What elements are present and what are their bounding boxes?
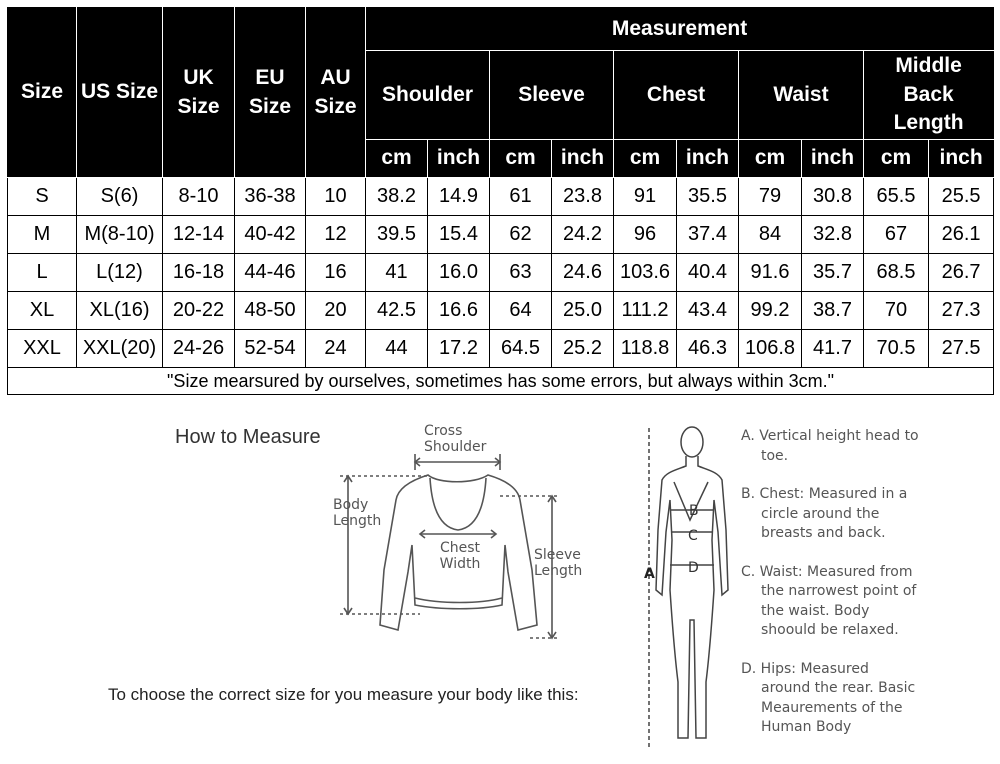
table-cell: 46.3 [677,330,739,368]
table-cell: 37.4 [677,216,739,254]
body-length-label: Body Length [333,497,382,529]
header-unit-cm: cm [614,140,677,178]
table-cell: 70.5 [864,330,929,368]
instruction-text: To choose the correct size for you measure your body like this: [108,685,579,704]
table-cell: 20 [306,292,366,330]
header-au-size: AU Size [306,8,366,178]
header-unit-inch: inch [929,140,994,178]
table-cell: 43.4 [677,292,739,330]
table-cell: 35.5 [677,178,739,216]
table-cell: 38.7 [802,292,864,330]
table-cell: 20-22 [163,292,235,330]
header-unit-cm: cm [366,140,428,178]
table-cell: 25.0 [552,292,614,330]
table-cell: 16.6 [428,292,490,330]
table-row [8,330,994,368]
table-cell: 64 [490,292,552,330]
header-sleeve: Sleeve [490,51,614,140]
table-cell: 27.5 [929,330,994,368]
table-cell: 8-10 [163,178,235,216]
table-cell: 24 [306,330,366,368]
header-measurement: Measurement [366,8,994,51]
table-cell: 84 [739,216,802,254]
table-cell: 67 [864,216,929,254]
table-row [8,178,994,216]
header-eu-size: EU Size [235,8,306,178]
header-uk-size: UK Size [163,8,235,178]
table-body [8,178,994,368]
table-cell: 62 [490,216,552,254]
marker-b: B [689,503,699,519]
table-cell: 118.8 [614,330,677,368]
table-cell: 10 [306,178,366,216]
legend-item-d: D. Hips: Measured around the rear. Basic Meaurements of the Human Body [741,660,916,735]
marker-d: D [688,560,699,576]
table-cell: 16 [306,254,366,292]
table-cell: 24-26 [163,330,235,368]
table-cell: 35.7 [802,254,864,292]
table-cell: 65.5 [864,178,929,216]
table-cell: 41.7 [802,330,864,368]
table-cell: 32.8 [802,216,864,254]
table-cell: 23.8 [552,178,614,216]
table-cell: 15.4 [428,216,490,254]
table-row [8,216,994,254]
table-cell: XXL(20) [77,330,163,368]
header-unit-cm: cm [490,140,552,178]
table-cell: XL(16) [77,292,163,330]
legend-item-a: A. Vertical height head to toe. [741,428,919,464]
table-cell: 26.7 [929,254,994,292]
table-cell: 79 [739,178,802,216]
table-cell: 42.5 [366,292,428,330]
table-cell: 16-18 [163,254,235,292]
header-us-size: US Size [77,8,163,178]
table-cell: 91 [614,178,677,216]
header-unit-cm: cm [864,140,929,178]
table-cell: 27.3 [929,292,994,330]
table-cell: 25.2 [552,330,614,368]
header-back-length: Middle Back Length [864,51,994,140]
table-cell: 24.2 [552,216,614,254]
sleeve-length-label: Sleeve Length [534,547,583,579]
header-unit-inch: inch [428,140,490,178]
size-chart-table [7,7,993,395]
header-chest: Chest [614,51,739,140]
table-cell: S(6) [77,178,163,216]
header-unit-inch: inch [677,140,739,178]
body-figure [640,420,740,760]
header-unit-inch: inch [802,140,864,178]
marker-c: C [688,528,698,544]
table-cell: L [8,254,77,292]
table-cell: 52-54 [235,330,306,368]
header-size: Size [8,8,77,178]
table-cell: 96 [614,216,677,254]
legend-item-b: B. Chest: Measured in a circle around the breasts and back. [741,486,908,541]
table-cell: S [8,178,77,216]
legend-item-c: C. Waist: Measured from the narrowest point of the waist. Body shoould be relaxed. [741,563,917,638]
table-cell: M [8,216,77,254]
table-cell: 25.5 [929,178,994,216]
table-cell: 99.2 [739,292,802,330]
table-cell: 68.5 [864,254,929,292]
table-cell: 30.8 [802,178,864,216]
how-to-measure-title: How to Measure [175,426,321,448]
table-cell: 26.1 [929,216,994,254]
body-measurement-legend [741,427,921,738]
table-cell: 63 [490,254,552,292]
table-row [8,292,994,330]
table-cell: 16.0 [428,254,490,292]
table-cell: 14.9 [428,178,490,216]
measurement-note: "Size mearsured by ourselves, sometimes has some errors, but always within 3cm." [8,368,994,395]
table-cell: 36-38 [235,178,306,216]
table-cell: 70 [864,292,929,330]
table-cell: 48-50 [235,292,306,330]
table-cell: 38.2 [366,178,428,216]
table-cell: XXL [8,330,77,368]
header-unit-inch: inch [552,140,614,178]
table-cell: 12-14 [163,216,235,254]
table-cell: 41 [366,254,428,292]
table-cell: 111.2 [614,292,677,330]
table-cell: 24.6 [552,254,614,292]
table-cell: 44-46 [235,254,306,292]
table-cell: 40.4 [677,254,739,292]
table-cell: 40-42 [235,216,306,254]
chest-width-label: Chest Width [439,540,481,572]
table-cell: 91.6 [739,254,802,292]
header-shoulder: Shoulder [366,51,490,140]
cross-shoulder-label: Cross Shoulder [424,423,487,455]
table-cell: 103.6 [614,254,677,292]
header-waist: Waist [739,51,864,140]
table-cell: 39.5 [366,216,428,254]
table-cell: 44 [366,330,428,368]
marker-a: A [644,566,655,582]
table-cell: 12 [306,216,366,254]
table-cell: 61 [490,178,552,216]
table-row [8,254,994,292]
header-unit-cm: cm [739,140,802,178]
table-cell: 17.2 [428,330,490,368]
table-cell: XL [8,292,77,330]
table-cell: L(12) [77,254,163,292]
table-cell: M(8-10) [77,216,163,254]
table-cell: 106.8 [739,330,802,368]
table-cell: 64.5 [490,330,552,368]
